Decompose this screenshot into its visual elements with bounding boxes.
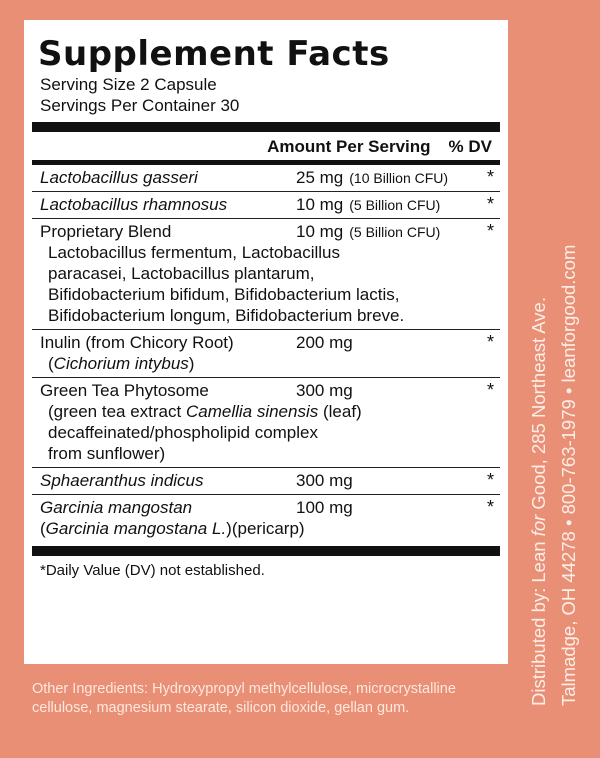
- ingredient-amount: 300 mg: [296, 471, 353, 490]
- ingredient-amount: 10 mg: [296, 195, 344, 214]
- distributor-text: Distributed by: Lean: [528, 536, 549, 706]
- ingredient-row: [32, 219, 500, 330]
- detail-text: (pericarp): [231, 519, 305, 538]
- supplement-facts-panel: [24, 20, 508, 664]
- botanical-name: Cichorium intybus: [53, 354, 189, 373]
- ingredient-detail: from sunflower): [48, 444, 166, 463]
- ingredient-name: Inulin (from Chicory Root): [40, 333, 234, 352]
- ingredient-detail: decaffeinated/phospholipid complex: [48, 423, 318, 442]
- ingredient-amount: 300 mg: [296, 381, 353, 400]
- blend-detail: Bifidobacterium bifidum, Bifidobacterium lactis,: [48, 285, 400, 304]
- botanical-name: Camellia sinensis: [185, 402, 319, 421]
- detail-text: (green tea extract: [48, 402, 186, 421]
- blend-detail: paracasei, Lactobacillus plantarum,: [48, 264, 315, 283]
- distributor-text: for: [528, 514, 549, 537]
- ingredient-name: Sphaeranthus indicus: [40, 471, 204, 490]
- ingredient-dv: *: [486, 221, 494, 241]
- ingredient-name: Lactobacillus rhamnosus: [40, 195, 228, 214]
- distributor-info: [524, 86, 584, 706]
- ingredient-row: [32, 378, 500, 468]
- ingredient-name: Garcinia mangostan: [40, 498, 193, 517]
- ingredient-dv: *: [486, 167, 494, 187]
- ingredient-cfu: (5 Billion CFU): [349, 197, 441, 213]
- detail-text: (leaf): [318, 402, 362, 421]
- ingredient-amount: 10 mg: [296, 222, 344, 241]
- ingredient-amount: 100 mg: [296, 498, 353, 517]
- ingredient-detail: (Cichorium intybus): [48, 354, 195, 373]
- other-ingredients: Other Ingredients: Hydroxypropyl methylcellulose, microcrystalline cellulose, magnesium stearate, silicon dioxide, gellan gum.: [32, 681, 456, 716]
- column-header: [32, 132, 500, 160]
- ingredient-cfu: (5 Billion CFU): [349, 224, 441, 240]
- ingredient-dv: *: [486, 380, 494, 400]
- ingredient-detail: (Garcinia mangostana L.)(pericarp): [40, 519, 305, 538]
- ingredient-name: Lactobacillus gasseri: [40, 168, 198, 187]
- divider-thick: [32, 122, 500, 132]
- ingredient-name: Green Tea Phytosome: [40, 381, 209, 400]
- blend-detail: Lactobacillus fermentum, Lactobacillus: [48, 243, 340, 262]
- ingredient-cfu: (10 Billion CFU): [349, 170, 449, 186]
- ingredient-row: [32, 468, 500, 495]
- distributor-line-1: [524, 86, 554, 706]
- ingredient-detail: [40, 401, 500, 422]
- ingredient-amount: 200 mg: [296, 333, 353, 352]
- botanical-name: Garcinia mangostana L.: [45, 519, 227, 538]
- distributor-line-2: Talmadge, OH 44278 • 800-763-1979 • leanforgood.com: [558, 244, 579, 706]
- ingredient-row: [32, 495, 500, 542]
- panel-title: Supplement Facts: [38, 34, 390, 74]
- serving-size: Serving Size 2 Capsule: [40, 75, 217, 94]
- ingredient-dv: *: [486, 497, 494, 517]
- ingredient-dv: *: [486, 332, 494, 352]
- blend-detail: Bifidobacterium longum, Bifidobacterium breve.: [48, 306, 405, 325]
- ingredient-name: Proprietary Blend: [40, 222, 172, 241]
- distributor-text: Good, 285 Northeast Ave.: [528, 297, 549, 515]
- ingredient-row: [32, 330, 500, 378]
- footnote: *Daily Value (DV) not established.: [40, 562, 265, 579]
- divider-thick: [32, 546, 500, 556]
- header-dv: % DV: [448, 137, 492, 156]
- servings-per-container: Servings Per Container 30: [40, 96, 240, 115]
- ingredient-dv: *: [486, 470, 494, 490]
- ingredient-row: [32, 192, 500, 219]
- ingredient-row: [32, 165, 500, 192]
- header-amount: Amount Per Serving: [267, 137, 431, 156]
- ingredient-amount: 25 mg: [296, 168, 344, 187]
- ingredient-dv: *: [486, 194, 494, 214]
